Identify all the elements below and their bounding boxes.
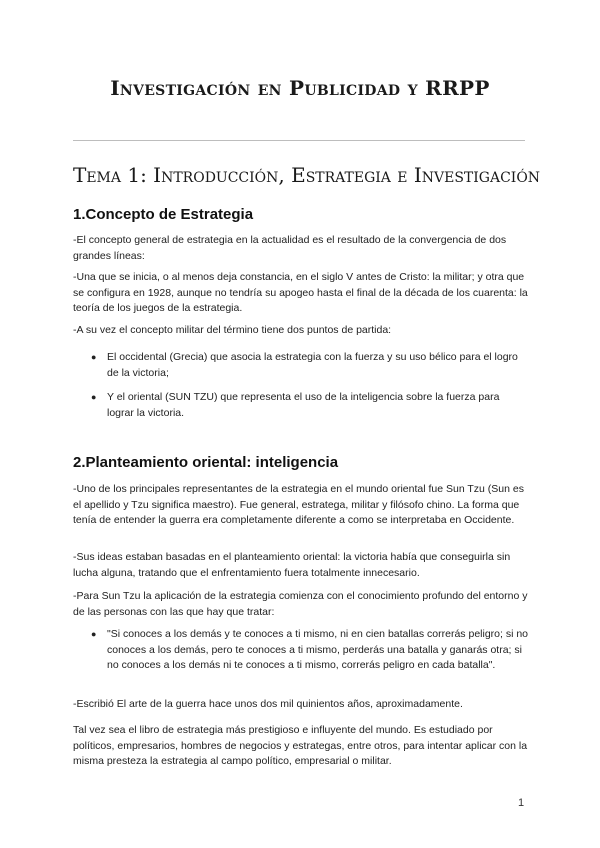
paragraph: -El concepto general de estrategia en la actualidad es el resultado de la convergencia de dos grandes líneas: bbox=[73, 234, 507, 262]
paragraph: -Uno de los principales representantes de la estrategia en el mundo oriental fue Sun Tzu (Sun es el apellido y Tzu significa maestro). Fue general, estratega, militar y filósofo chino. La forma que tenía de entender la guerra era completamente diferente a como se interpretaba en Occidente. bbox=[73, 483, 524, 526]
paragraph: -Una que se inicia, o al menos deja constancia, en el siglo V antes de Cristo: la militar; y otra que se configura en 1928, aunque no tendría su apogeo hasta el final de la década de los cuarenta: la teoría de los juegos de la estrategia. bbox=[73, 271, 528, 314]
bullet-icon: ● bbox=[91, 629, 97, 639]
list-item-text: "Si conoces a los demás y te conoces a ti mismo, ni en cien batallas correrás peligro; si no conoces a los demás, pero te conoces a ti mismo, perderás una batalla y ganarás otra; si no conoces a los demás ni te conoces a ti mismo, correrás peligro en cada batalla". bbox=[107, 628, 529, 671]
list-item-text: Y el oriental (SUN TZU) que representa el uso de la inteligencia sobre la fuerza para lograr la victoria. bbox=[107, 391, 500, 419]
list-item bbox=[91, 350, 528, 381]
list-item-text: El occidental (Grecia) que asocia la estrategia con la fuerza y su uso bélico para el logro de la victoria; bbox=[107, 351, 518, 379]
paragraph: -Sus ideas estaban basadas en el planteamiento oriental: la victoria había que conseguirla sin lucha alguna, tratando que el enfrentamiento fuera totalmente innecesario. bbox=[73, 551, 511, 579]
list-item bbox=[91, 627, 528, 674]
paragraph: -Para Sun Tzu la aplicación de la estrategia comienza con el conocimiento profundo del entorno y de las personas con las que hay que tratar: bbox=[73, 590, 528, 618]
bullet-icon: ● bbox=[91, 352, 97, 362]
paragraph: Tal vez sea el libro de estrategia más prestigioso e influyente del mundo. Es estudiado por políticos, empresarios, hombres de negocios y estrategas, entre otros, para intentar aplicar con la misma presteza la estrategia al campo político, empresarial o militar. bbox=[73, 724, 528, 767]
tema-heading: Tema 1: Introducción, Estrategia e Investigación bbox=[73, 163, 541, 187]
bullet-icon: ● bbox=[91, 392, 97, 402]
section-heading-concepto: 1.Concepto de Estrategia bbox=[73, 206, 254, 223]
horizontal-divider bbox=[73, 140, 525, 141]
paragraph: -A su vez el concepto militar del término tiene dos puntos de partida: bbox=[73, 324, 392, 336]
paragraph: -Escribió El arte de la guerra hace unos dos mil quinientos años, aproximadamente. bbox=[73, 698, 463, 710]
page-number: 1 bbox=[518, 797, 525, 809]
section-heading-planteamiento: 2.Planteamiento oriental: inteligencia bbox=[73, 454, 339, 471]
list-item bbox=[91, 390, 528, 421]
document-title: Investigación en Publicidad y RRPP bbox=[110, 76, 490, 100]
